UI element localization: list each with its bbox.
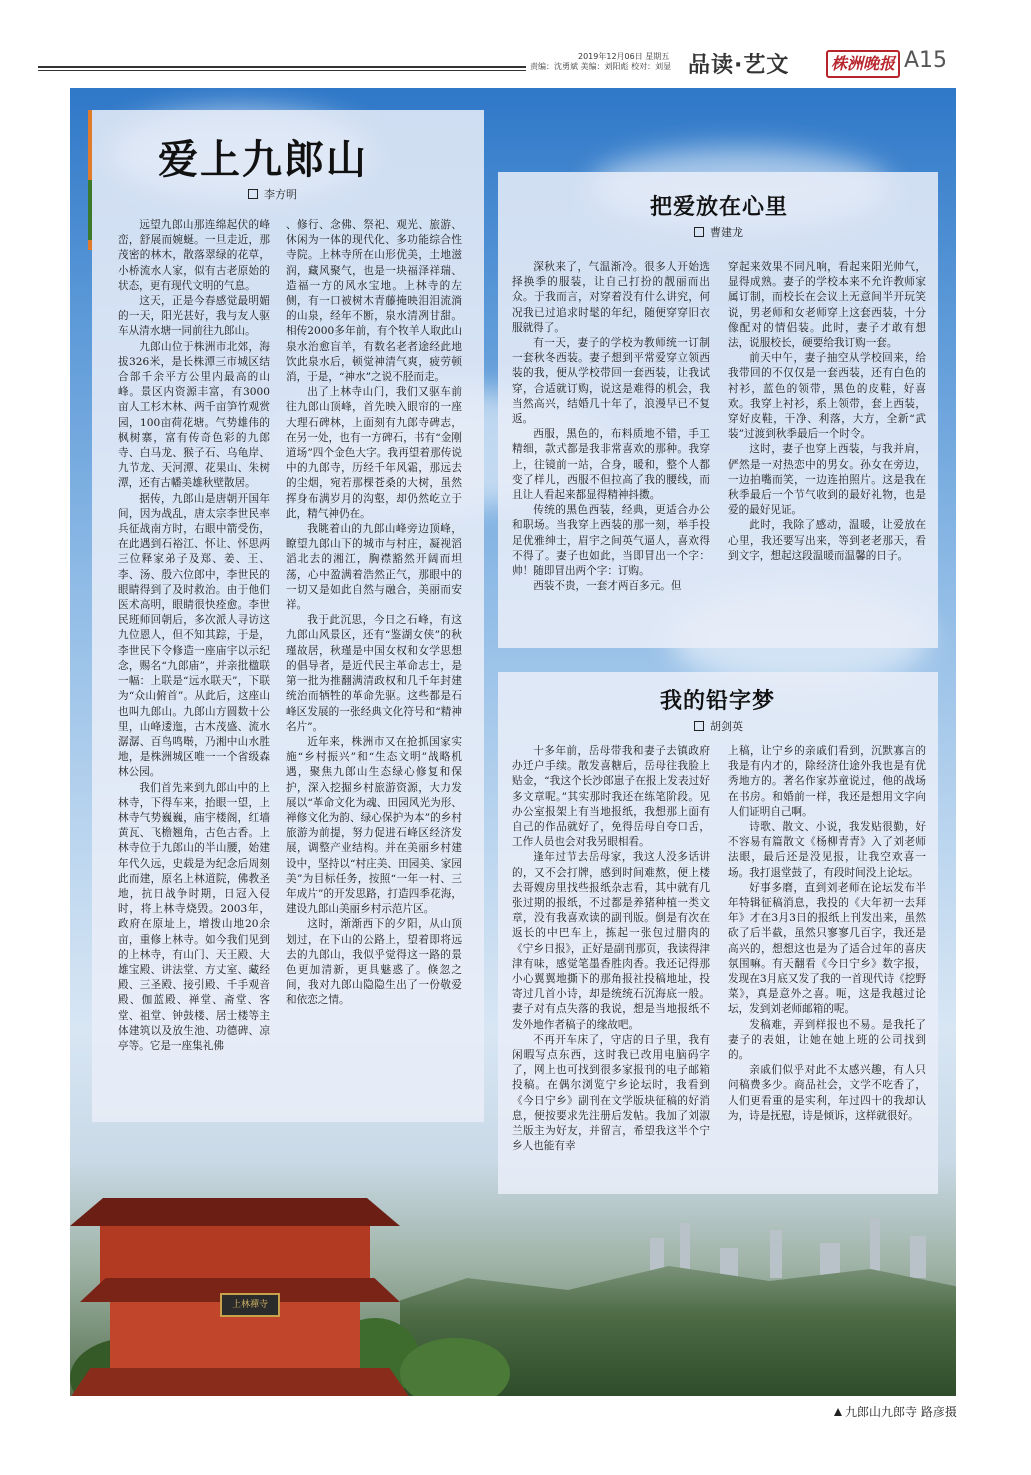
article3-title: 我的铅字梦 [660, 688, 776, 714]
page-number: A15 [904, 48, 948, 73]
paragraph: 不再开车床了，守店的日子里，我有闲暇写点东西，这时我已改用电脑码字了，网上也可找到很多家报刊的电子邮箱投稿。在偶尔浏览宁乡论坛时，我看到《今日宁乡》副刊在文学版块征稿的好消息，便按要求先注册后发帖。我加了刘淑兰版主为好友，并留言，希望我这半个宁乡人也能有幸 [512, 1033, 710, 1153]
article2-title: 把爱放在心里 [650, 194, 789, 220]
paragraph: 西装不贵，一套才两百多元。但 [533, 580, 682, 593]
header-rule [38, 66, 526, 68]
paragraph: 此时，我除了感动，温暖，让爱放在心里，我还要写出来，等到老老那天，看到文字，想起这段温暖而温馨的日子。 [728, 519, 926, 562]
paragraph: 好事多磨，直到刘老师在论坛发布半年特辑征稿消息，我投的《大年初一去拜年》才在3月3日的报纸上刊发出来，虽然砍了后半截，虽然只寥寥几百字，我还是高兴的，想想这也是为了适合过年的喜庆氛围嘛。有天翻看《今日宁乡》数字报，发现在3月底又发了我的一首现代诗《挖野菜》，真是意外之喜。呃，这是我越过论坛，发到刘老师邮箱的呢。 [728, 881, 926, 1016]
article3-column-1 [512, 744, 710, 1184]
article2-column-1 [512, 260, 710, 640]
date-line: 2019年12月06日 星期五 [578, 52, 670, 61]
byline-box-icon [694, 227, 704, 237]
paragraph: 穿起来效果不同凡响，看起来阳光帅气，显得成熟。妻子的学校本来不允许教师家属订制，而校长在会议上无意间半开玩笑说，男老师和女老师穿上这套西装，十分像配对的情侣装。此时，妻子才敢有想法，说服校长，硬要给我订购一套。 [728, 261, 926, 350]
paragraph: 发稿难，弄到样报也不易。是我托了妻子的表姐，让她在她上班的公司找到的。 [728, 1018, 926, 1062]
paragraph: 这时，妻子也穿上西装，与我并肩，俨然是一对热恋中的男女。孙女在旁边，一边拍嘴而笑，一边连拍照片。这是我在秋季最后一个节气收到的最好礼物，也是爱的最好见证。 [728, 443, 926, 517]
byline-box-icon [694, 721, 704, 731]
caption-text: 九郎山九郎寺 路彦摄 [845, 1405, 957, 1419]
newspaper-logo: 株洲晚报 [826, 50, 900, 78]
paragraph: 远望九郎山那连绵起伏的峰峦，舒展而婉蜒。一旦走近，那茂密的林木，散落翠绿的花草，小桥流水人家，似有古老原始的状态，更有现代文明的气息。 [118, 219, 270, 292]
paragraph: 深秋来了，气温渐冷。很多人开始选择换季的服装，让自己打扮的靓丽而出众。于我而言，对穿着没有什么讲究，何况我已过追求时髦的年纪，随便穿穿旧衣服就得了。 [512, 261, 710, 334]
article3-author: 胡剑英 [710, 720, 743, 733]
article3-byline [694, 718, 743, 734]
paragraph: 十多年前，岳母带我和妻子去镇政府办迁户手续。散发喜糖后，岳母往我脸上贴金，“我这个长沙郎崽子在报上发表过好多文章呢。”其实那时我还在练笔阶段。见办公室报架上有当地报纸，我想那上面有自己的作品就好了，免得岳母自夸口舌，工作人员也会对我另眼相看。 [512, 745, 710, 849]
staff-line: 责编：沈勇斌 美编：刘阳彪 校对：刘显 [530, 62, 672, 71]
article1-column-2 [286, 218, 462, 1138]
article2-column-2 [728, 260, 926, 620]
paragraph: 这天，正是今春感觉最明媚的一天，阳光甚好，我与友人驱车从清水塘一同前往九郎山。 [118, 295, 270, 338]
paragraph: 我们首先来到九郎山中的上林寺，下得车来，抬眼一望，上林寺气势巍巍，庙宇楼阁，红墙黄瓦、飞檐翘角，古色古香。上林寺位于九郎山的半山腰，始建年代久远，史载是为纪念后周刻此而建，原名上林道院，佛教圣地，抗日战争时期，日冠入侵时，将上林寺烧毁。2003年，政府在原址上，增拨山地20余亩，重修上林寺。如今我们见到的上林寺，有山门、天王殿、大雄宝殿、讲法堂、方丈室、藏经殿、三圣殿、接引殿、千手观音殿、伽蓝殿、禅堂、斋堂、客堂、祖堂、钟鼓楼、居士楼等主体建筑以及放生池、功德碑、凉亭等。它是一座集礼佛 [118, 781, 270, 1052]
temple-plaque: 上林禪寺 [220, 1293, 280, 1317]
paragraph: 近年来，株洲市又在抢抓国家实施“乡村振兴”和“生态文明”战略机遇，聚焦九郎山生态绿心修复和保护，深入挖掘乡村旅游资源，大力发展以“革命文化为魂、田园风光为形、禅修文化为韵、绿心保护为本”的乡村旅游为前提，努力促进石峰区经济发展，调整产业结构。并在美丽乡村建设中，坚持以“村庄美、田园美、家园美”为目标任务，按照“一年一村、三年成片”的开发思路，打造四季花海，建设九郎山美丽乡村示范片区。 [286, 735, 462, 916]
paragraph: 我于此沉思，今日之石峰，有这九郎山风景区，还有“鉴湖女侠”的秋瑾故居，秋瑾是中国女权和女学思想的倡导者，是近代民主革命志士，是第一批为推翻满清政权和几千年封建统治而牺牲的革命先驱。这些都是石峰区发展的一张经典文化符号和“精神名片”。 [286, 614, 462, 733]
paragraph: 、修行、念佛、祭祀、观光、旅游、休闲为一体的现代化、多功能综合性寺院。上林寺所在山形优美，土地滋润，藏风聚气，也是一块福泽祥瑞、造福一方的风水宝地。上林寺的左侧，有一口被树木青藤掩映泪泪流淌的山泉，经年不断，泉水清冽甘甜。相传2000多年前，有个牧羊人取此山泉水治愈盲羊，有数名老者途经此地饮此泉水后，顿觉神清气爽，疲劳顿消，于是，“神水”之说不胫而走。 [286, 219, 462, 384]
paragraph: 亲戚们似乎对此不太感兴趣，有人只问稿费多少。商品社会，文学不吃香了，人们更看重的是实利，年过四十的我却认为，诗是抚慰，诗是倾诉，这样就很好。 [728, 1064, 926, 1122]
article1-author: 李方明 [264, 188, 297, 201]
triangle-icon [834, 1408, 842, 1416]
paragraph: 据传，九郎山是唐朝开国年间，因为战乱，唐太宗李世民率兵征战南方时，右眼中箭受伤，在此遇到石裕江、怀让、怀思两三位释家弟子及郑、姜、王、李、汤、殷六位郎中，李世民的眼睛得到了及时救治。由于他们医术高明，眼睛很快痊愈。李世民班师回朝后，多次派人寻访这九位恩人，但不知其踪，于是，李世民下令修造一座庙宇以示纪念，赐名“九郎庙”，并亲批楹联一幅：上联是“远水联天”，下联为“众山俯首”。从此后，这座山也叫九郎山。九郎山方圆数十公里，山峰逶迤，古木茂盛、流水潺潺、百鸟鸣啭，乃湘中山水胜地，是株洲城区唯一一个省级森林公园。 [118, 492, 270, 779]
paragraph: 逢年过节去岳母家，我这人没多话讲的，又不会打牌，感到时间难熬，便上楼去哥嫂房里找些报纸杂志看，其中就有几张过期的报纸，不过都是养猪种植一类文章，没有我喜欢读的副刊版。倒是有次在返长的中巴车上，拣起一张包过腊肉的《宁乡日报》，正好是副刊那页，我读得津津有味，感觉笔墨香胜肉香。我还记得那小心翼翼地撕下的那角报社投稿地址，投寄过几首小诗，却是统统石沉海底一般。妻子对有点失落的我说，想是当地报纸不发外地作者稿子的缘故吧。 [512, 851, 710, 1031]
article2-byline [694, 224, 743, 240]
decorative-bar-green [88, 180, 92, 240]
paragraph: 上稿，让宁乡的亲戚们看到，沉默寡言的我是有内才的，除经济仕途外我也是有优秀地方的。著名作家苏童说过，他的战场在书房。和婚前一样，我还是想用文字向人们证明自己啊。 [728, 745, 926, 818]
article3-column-2 [728, 744, 926, 1184]
byline-box-icon [248, 189, 258, 199]
section-title: 品读·艺文 [688, 53, 790, 78]
paragraph: 九郎山位于株洲市北郊，海拔326米，是长株潭三市城区结合部千余平方公里内最高的山峰。景区内资源丰富，有3000亩人工杉木林、两千亩笋竹观赏园，100亩荷花塘。气势雄伟的枫树寨，富有传奇色彩的九郎寺、白马龙、猴子石、乌龟岸、九节龙、天河潭、花果山、朱树潭，还有古幡美雄秋壁散居。 [118, 340, 270, 490]
paragraph: 西服，黑色的，布料质地不错，手工精细，款式都是我非常喜欢的那种。我穿上，往镜前一站，合身，暖和，整个人都变了样儿，西服不但拉高了我的腰线，而且让人看起来都显得精神抖擞。 [512, 428, 710, 502]
paragraph: 诗歌、散文、小说，我发贴很勤，好不容易有篇散文《杨柳青青》入了刘老师法眼，最后还是没见报，让我空欢喜一场。我打退堂鼓了，有段时间没上论坛。 [728, 821, 926, 879]
article1-title: 爱上九郎山 [158, 136, 368, 183]
article2-author: 曹建龙 [710, 226, 743, 239]
paragraph: 传统的黑色西装，经典，更适合办公和职场。当我穿上西装的那一刻，举手投足优雅绅士，眉宇之间英气逼人，喜欢得不得了。妻子也如此，当即冒出一个字：帅！随即冒出两个字：订购。 [512, 504, 710, 578]
paragraph: 出了上林寺山门，我们又驱车前往九郎山顶峰，首先映入眼帘的一座大理石碑林，上面刻有九郎寺碑志，在另一处，也有一方碑石，书有“金刚道场”四个金色大字。我再望着那传说中的九郎寺，历经千年风霜，那远去的尘烟，宛若那棵苍桑的大树，虽然挥身布满岁月的沟壑，却仍然屹立于此，精气神仍在。 [286, 386, 462, 520]
article1-column-1 [118, 218, 270, 1276]
paragraph: 我眺着山的九郎山峰旁边顶峰，瞭望九郎山下的城市与村庄，凝视滔滔北去的湘江，胸襟豁然开阔而坦荡，心中盈满着浩然正气，那眼中的一切又是如此自然与融合，美丽而安祥。 [286, 523, 462, 612]
article1-byline [248, 186, 297, 202]
paragraph: 有一天，妻子的学校为教师统一订制一套秋冬西装。妻子想到平常爱穿立领西装的我，便从学校带回一套西装，让我试穿，合适就订购，说这是难得的机会，我当然高兴，结婚几十年了，浪漫早已不复返。 [512, 337, 710, 426]
paragraph: 这时，渐渐西下的夕阳，从山顶划过，在下山的公路上，望着即将远去的九郎山，我似乎觉得这一路的景色更加清新，更具魅惑了。倏忽之间，我对九郎山隐隐生出了一份敬爱和依恋之情。 [286, 918, 462, 1007]
header-rule-thin [38, 70, 526, 71]
paragraph: 前天中午，妻子抽空从学校回来，给我带回的不仅仅是一套西装，还有白色的衬衫，蓝色的领带，黑色的皮鞋，好喜欢。我穿上衬衫，系上领带，套上西装，穿好皮鞋，干净、利落，大方，全新“武装”过渡到秋季最后一个时令。 [728, 352, 926, 441]
photo-caption [834, 1403, 957, 1420]
header-meta [530, 52, 671, 72]
